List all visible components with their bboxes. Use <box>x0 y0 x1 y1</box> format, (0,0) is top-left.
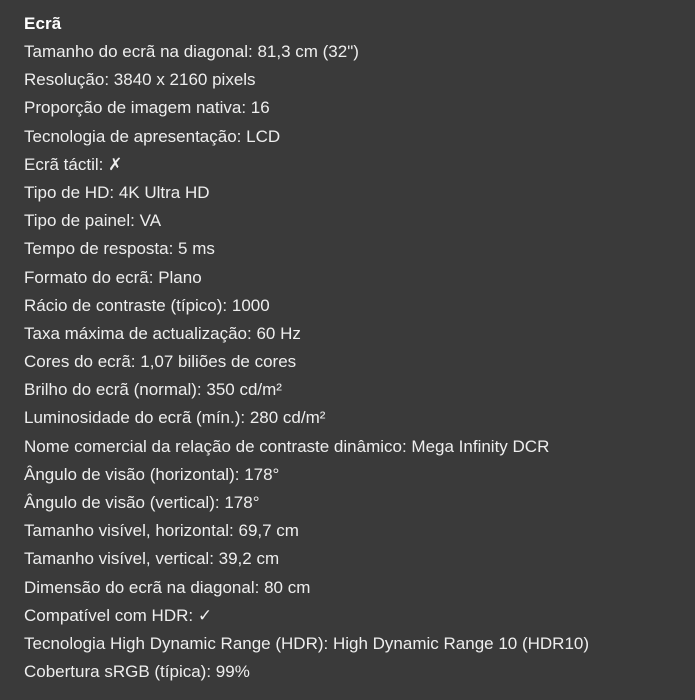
spec-label: Tamanho visível, vertical <box>24 549 210 569</box>
spec-row <box>24 348 695 376</box>
spec-separator: : <box>188 605 198 625</box>
spec-row <box>24 207 695 235</box>
spec-separator: : <box>247 323 257 343</box>
spec-separator: : <box>206 662 216 682</box>
section-title: Ecrã <box>24 14 62 33</box>
spec-row <box>24 235 695 263</box>
spec-value: 80 cm <box>264 577 311 597</box>
spec-value: LCD <box>246 126 281 146</box>
spec-label: Dimensão do ecrã na diagonal <box>24 577 255 597</box>
spec-row <box>24 264 695 292</box>
spec-label: Tamanho do ecrã na diagonal <box>24 42 248 61</box>
check-icon: ✓ <box>197 605 213 625</box>
spec-separator: : <box>323 633 333 653</box>
spec-label: Taxa máxima de actualização <box>24 323 248 343</box>
spec-value: 81,3 cm (32") <box>257 42 359 61</box>
spec-row <box>24 179 695 207</box>
spec-value: Mega Infinity DCR <box>411 436 550 456</box>
spec-value: 69,7 cm <box>238 521 299 541</box>
spec-separator: : <box>109 182 119 202</box>
spec-separator: : <box>234 464 245 484</box>
spec-value: 60 Hz <box>256 323 301 343</box>
spec-value: 350 cd/m² <box>206 380 282 400</box>
spec-separator: : <box>401 436 412 456</box>
spec-row <box>24 292 695 320</box>
spec-separator: : <box>148 267 159 287</box>
spec-value: 178° <box>244 464 280 484</box>
spec-separator: : <box>229 521 239 541</box>
spec-value: 16 <box>250 98 270 118</box>
spec-label: Tipo de painel <box>24 211 131 231</box>
spec-label: Rácio de contraste (típico) <box>24 295 223 315</box>
spec-row <box>24 630 695 658</box>
spec-label: Compatível com HDR <box>24 605 189 625</box>
spec-value: 1000 <box>231 295 270 315</box>
spec-row <box>24 151 695 179</box>
spec-label: Tamanho visível, horizontal <box>24 521 230 541</box>
spec-label: Tempo de resposta <box>24 239 169 259</box>
spec-label: Proporção de imagem nativa <box>24 98 242 118</box>
spec-separator: : <box>168 239 179 259</box>
spec-value: 3840 x 2160 pixels <box>113 70 256 90</box>
spec-separator: : <box>222 295 232 315</box>
spec-label: Tecnologia High Dynamic Range (HDR) <box>24 633 324 653</box>
spec-row <box>24 38 695 66</box>
spec-row <box>24 123 695 151</box>
spec-row <box>24 94 695 122</box>
spec-row <box>24 517 695 545</box>
spec-value: 1,07 biliões de cores <box>140 352 297 372</box>
spec-row <box>24 574 695 602</box>
spec-value: High Dynamic Range 10 (HDR10) <box>332 633 590 653</box>
spec-value: VA <box>139 211 162 231</box>
spec-value: 4K Ultra HD <box>118 182 210 202</box>
spec-row <box>24 489 695 517</box>
spec-separator: : <box>241 98 251 118</box>
cross-icon: ✗ <box>108 154 123 174</box>
spec-separator: : <box>130 352 141 372</box>
spec-label: Cores do ecrã <box>24 352 131 372</box>
spec-separator: : <box>209 549 219 569</box>
spec-separator: : <box>98 154 109 174</box>
spec-label: Nome comercial da relação de contraste dinâmico <box>24 436 402 456</box>
spec-value: 280 cd/m² <box>249 408 326 428</box>
spec-label: Cobertura sRGB (típica) <box>24 662 207 682</box>
spec-separator: : <box>214 493 225 512</box>
spec-label: Ângulo de visão (vertical) <box>24 493 215 512</box>
spec-label: Tecnologia de apresentação <box>24 126 237 146</box>
spec-separator: : <box>240 408 250 428</box>
spec-label: Tipo de HD <box>24 182 110 202</box>
spec-label: Ângulo de visão (horizontal) <box>24 464 235 484</box>
spec-row <box>24 602 695 630</box>
spec-row <box>24 433 695 461</box>
spec-separator: : <box>236 126 247 146</box>
spec-separator: : <box>196 380 207 400</box>
spec-row <box>24 404 695 432</box>
spec-separator: : <box>130 211 140 231</box>
spec-label: Brilho do ecrã (normal) <box>24 380 197 400</box>
spec-row <box>24 658 695 686</box>
spec-value: 5 ms <box>178 239 215 259</box>
spec-label: Formato do ecrã <box>24 267 149 287</box>
spec-value: 39,2 cm <box>218 549 280 569</box>
spec-value: Plano <box>158 267 202 287</box>
spec-label: Ecrã táctil <box>24 154 99 174</box>
spec-row <box>24 66 695 94</box>
spec-separator: : <box>104 70 114 90</box>
spec-separator: : <box>248 42 258 61</box>
spec-row <box>24 376 695 404</box>
spec-row <box>24 545 695 573</box>
spec-list <box>24 38 695 686</box>
spec-row <box>24 461 695 489</box>
spec-value: 99% <box>215 662 250 682</box>
spec-label: Resolução <box>24 70 105 90</box>
spec-row <box>24 320 695 348</box>
spec-separator: : <box>254 577 265 597</box>
spec-label: Luminosidade do ecrã (mín.) <box>24 408 241 428</box>
spec-value: 178° <box>224 493 260 512</box>
